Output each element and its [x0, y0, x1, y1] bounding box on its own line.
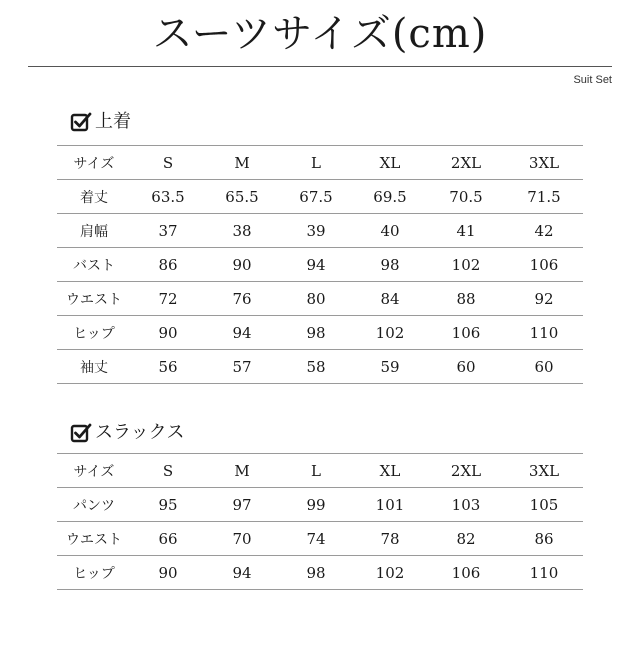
table-cell: 106 [505, 248, 583, 282]
table-cell: 90 [131, 316, 205, 350]
table-cell: 99 [279, 488, 353, 522]
table-cell: 57 [205, 350, 279, 384]
table-cell: 2XL [427, 454, 505, 488]
table-cell: 106 [427, 556, 505, 590]
table-cell: 65.5 [205, 180, 279, 214]
table-cell: S [131, 454, 205, 488]
table-cell: M [205, 146, 279, 180]
table-cell: 105 [505, 488, 583, 522]
table-cell: 69.5 [353, 180, 427, 214]
table-cell: 78 [353, 522, 427, 556]
table-cell: 41 [427, 214, 505, 248]
table-cell: 58 [279, 350, 353, 384]
table-cell: 95 [131, 488, 205, 522]
table-row [57, 282, 583, 316]
table-cell: 63.5 [131, 180, 205, 214]
table-header-row [57, 454, 583, 488]
table-cell: 90 [205, 248, 279, 282]
table-cell: 84 [353, 282, 427, 316]
row-label-cell: 袖丈 [57, 350, 131, 384]
title-divider [28, 66, 612, 67]
table-row [57, 488, 583, 522]
slacks-heading-label: スラックス [95, 422, 185, 443]
table-cell: 102 [427, 248, 505, 282]
table-cell: 80 [279, 282, 353, 316]
row-label-cell: ウエスト [57, 282, 131, 316]
table-cell: 37 [131, 214, 205, 248]
table-row [57, 180, 583, 214]
row-label-cell: サイズ [57, 454, 131, 488]
table-cell: 56 [131, 350, 205, 384]
table-cell: 90 [131, 556, 205, 590]
table-cell: 38 [205, 214, 279, 248]
page-title: スーツサイズ(cm) [152, 11, 488, 57]
table-cell: 94 [279, 248, 353, 282]
row-label-cell: ヒップ [57, 316, 131, 350]
table-row [57, 522, 583, 556]
table-cell: 98 [353, 248, 427, 282]
table-cell: 82 [427, 522, 505, 556]
table-cell: 106 [427, 316, 505, 350]
row-label-cell: バスト [57, 248, 131, 282]
table-row [57, 248, 583, 282]
table-cell: 98 [279, 556, 353, 590]
row-label-cell: サイズ [57, 146, 131, 180]
table-row [57, 214, 583, 248]
table-cell: 102 [353, 556, 427, 590]
table-cell: 97 [205, 488, 279, 522]
table-cell: 98 [279, 316, 353, 350]
table-cell: 88 [427, 282, 505, 316]
table-cell: 94 [205, 556, 279, 590]
table-cell: 72 [131, 282, 205, 316]
table-cell: L [279, 454, 353, 488]
row-label-cell: ヒップ [57, 556, 131, 590]
table-cell: 86 [505, 522, 583, 556]
table-row [57, 350, 583, 384]
table-cell: 59 [353, 350, 427, 384]
table-cell: 71.5 [505, 180, 583, 214]
table-cell: 40 [353, 214, 427, 248]
table-cell: 92 [505, 282, 583, 316]
row-label-cell: 着丈 [57, 180, 131, 214]
checkbox-checked-icon [70, 422, 92, 444]
table-cell: 60 [427, 350, 505, 384]
checkbox-checked-icon [70, 111, 92, 133]
table-cell: 94 [205, 316, 279, 350]
table-cell: 42 [505, 214, 583, 248]
table-cell: XL [353, 146, 427, 180]
table-cell: 70 [205, 522, 279, 556]
table-cell: 101 [353, 488, 427, 522]
table-cell: 74 [279, 522, 353, 556]
table-row [57, 316, 583, 350]
table-cell: 103 [427, 488, 505, 522]
jacket-section-heading [70, 110, 131, 134]
jacket-heading-label: 上着 [95, 111, 131, 132]
table-cell: 66 [131, 522, 205, 556]
table-cell: 110 [505, 316, 583, 350]
row-label-cell: 肩幅 [57, 214, 131, 248]
table-cell: M [205, 454, 279, 488]
row-label-cell: ウエスト [57, 522, 131, 556]
table-row [57, 556, 583, 590]
table-cell: 76 [205, 282, 279, 316]
table-cell: XL [353, 454, 427, 488]
table-cell: 2XL [427, 146, 505, 180]
table-cell: S [131, 146, 205, 180]
table-cell: 3XL [505, 454, 583, 488]
table-cell: 60 [505, 350, 583, 384]
table-cell: 39 [279, 214, 353, 248]
table-header-row [57, 146, 583, 180]
slacks-size-table [57, 453, 583, 590]
subtitle: Suit Set [573, 74, 612, 86]
row-label-cell: パンツ [57, 488, 131, 522]
table-cell: 102 [353, 316, 427, 350]
table-cell: 67.5 [279, 180, 353, 214]
table-cell: 70.5 [427, 180, 505, 214]
table-cell: 86 [131, 248, 205, 282]
jacket-size-table [57, 145, 583, 384]
table-cell: L [279, 146, 353, 180]
table-cell: 3XL [505, 146, 583, 180]
slacks-section-heading [70, 421, 184, 445]
table-cell: 110 [505, 556, 583, 590]
